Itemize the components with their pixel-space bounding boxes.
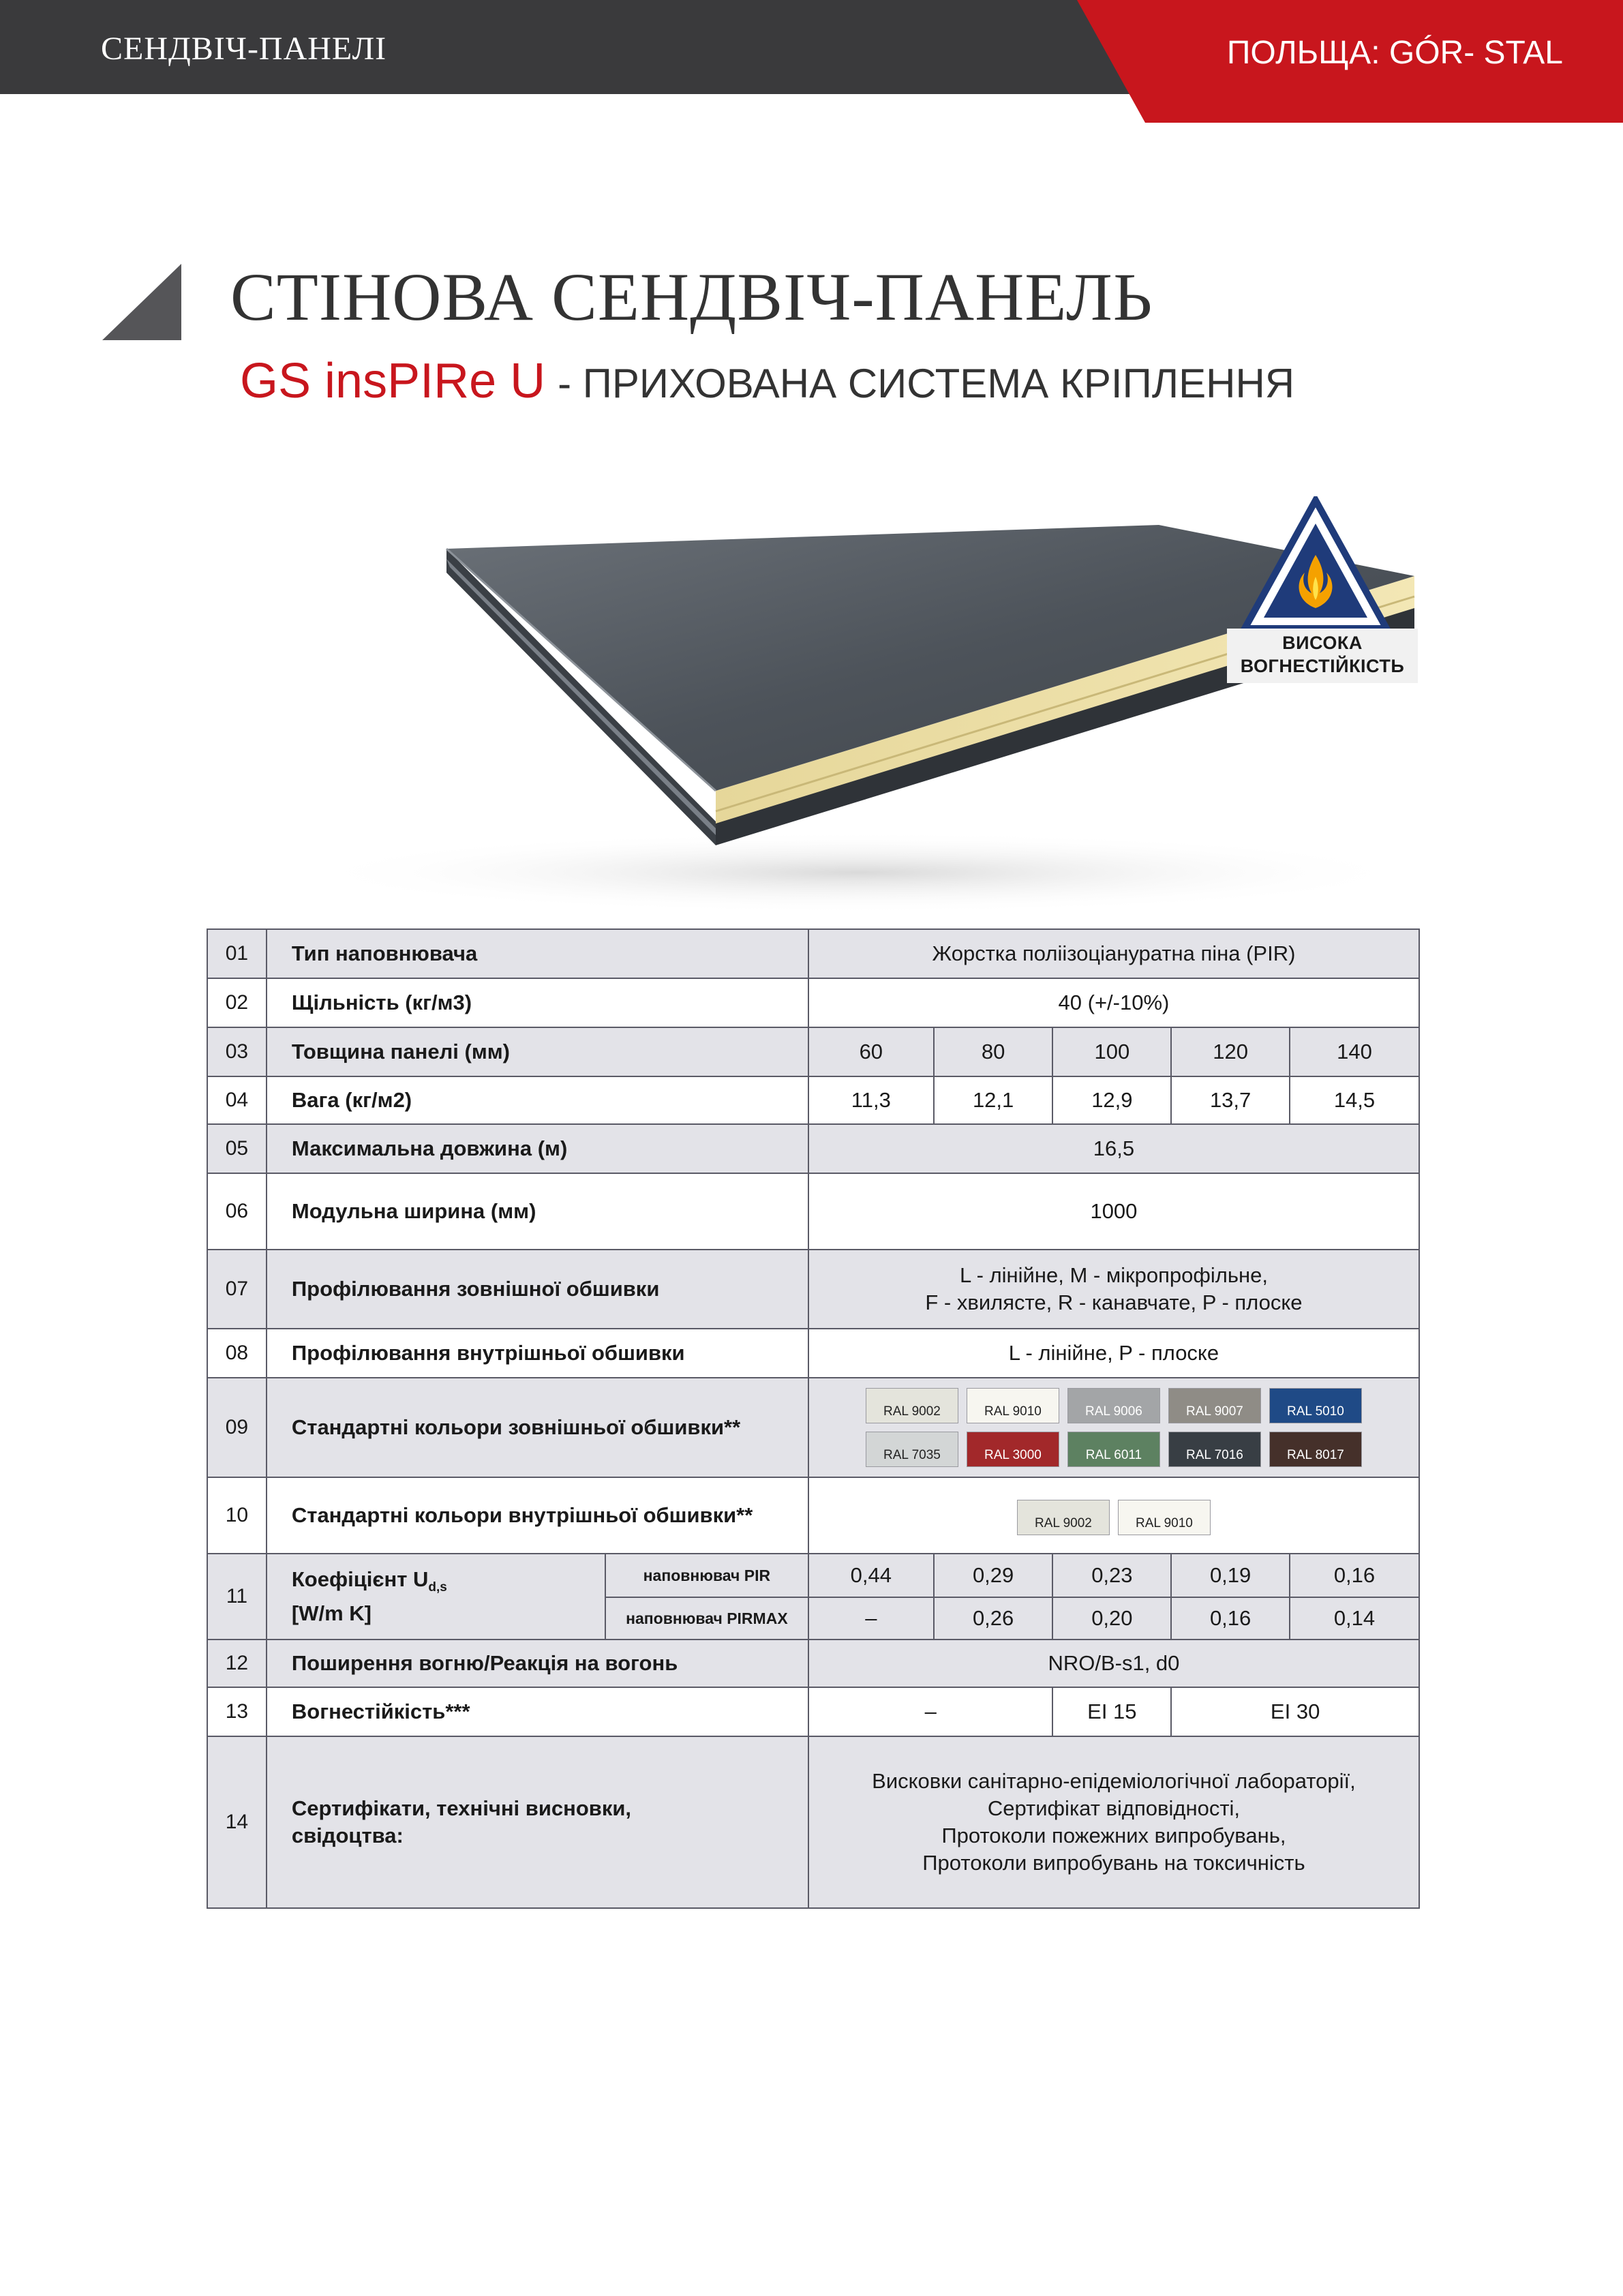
filler-type: наповнювач PIR <box>605 1554 808 1597</box>
color-swatch: RAL 9007 <box>1168 1388 1261 1423</box>
color-swatch: RAL 9002 <box>1017 1500 1110 1535</box>
weight-value: 12,1 <box>934 1076 1053 1124</box>
filler-type: наповнювач PIRMAX <box>605 1597 808 1640</box>
swatch-row <box>866 1388 1362 1423</box>
table-row <box>207 1173 1419 1250</box>
header-manufacturer: ПОЛЬЩА: GÓR- STAL <box>1226 35 1563 71</box>
row-value: NRO/B-s1, d0 <box>808 1640 1419 1687</box>
color-swatch: RAL 5010 <box>1269 1388 1362 1423</box>
color-swatch: RAL 9006 <box>1067 1388 1160 1423</box>
value-line: L - лінійне, M - мікропрофільне, <box>959 1263 1268 1287</box>
row-label: Стандартні кольори зовнішньої обшивки** <box>267 1378 808 1477</box>
title-triangle-icon <box>102 264 181 340</box>
row-number: 12 <box>207 1640 267 1687</box>
thickness-value: 100 <box>1052 1027 1171 1076</box>
row-label: Максимальна довжина (м) <box>267 1124 808 1173</box>
table-row <box>207 1329 1419 1378</box>
fire-resistance-value: EI 15 <box>1052 1687 1171 1736</box>
u-value: – <box>808 1597 934 1640</box>
color-swatches-inner <box>808 1477 1419 1554</box>
color-swatch: RAL 9010 <box>967 1388 1059 1423</box>
fire-warning-icon <box>1241 496 1391 633</box>
table-row <box>207 1687 1419 1736</box>
row-number: 10 <box>207 1477 267 1554</box>
row-label: Поширення вогню/Реакція на вогонь <box>267 1640 808 1687</box>
weight-value: 14,5 <box>1290 1076 1419 1124</box>
page-title: СТІНОВА СЕНДВІЧ-ПАНЕЛЬ <box>230 259 1153 335</box>
header-section-title: СЕНДВІЧ-ПАНЕЛІ <box>101 31 387 67</box>
certificate-line: Висковки санітарно-епідеміологічної лабораторії, <box>872 1769 1356 1793</box>
row-number: 06 <box>207 1173 267 1250</box>
row-value: 16,5 <box>808 1124 1419 1173</box>
badge-line-2: ВОГНЕСТІЙКІСТЬ <box>1240 656 1405 676</box>
color-swatch: RAL 7016 <box>1168 1432 1261 1467</box>
u-coefficient-label: Коефіцієнт U <box>291 1567 429 1591</box>
thickness-value: 140 <box>1290 1027 1419 1076</box>
badge-line-1: ВИСОКА <box>1282 633 1363 653</box>
weight-value: 12,9 <box>1052 1076 1171 1124</box>
row-value: 1000 <box>808 1173 1419 1250</box>
u-value: 0,20 <box>1052 1597 1171 1640</box>
certificate-line: Протоколи випробувань на токсичність <box>922 1851 1305 1875</box>
row-label: Вага (кг/м2) <box>267 1076 808 1124</box>
table-row <box>207 1076 1419 1124</box>
fire-resistance-value: – <box>808 1687 1053 1736</box>
color-swatches-outer <box>808 1378 1419 1477</box>
row-number: 13 <box>207 1687 267 1736</box>
color-swatch: RAL 9002 <box>866 1388 958 1423</box>
u-value: 0,23 <box>1052 1554 1171 1597</box>
thickness-value: 60 <box>808 1027 934 1076</box>
color-swatch: RAL 3000 <box>967 1432 1059 1467</box>
fire-resistance-value: EI 30 <box>1171 1687 1419 1736</box>
table-row <box>207 1124 1419 1173</box>
row-label <box>267 1554 605 1640</box>
u-coefficient-unit: [W/m K] <box>291 1601 371 1626</box>
table-row <box>207 1477 1419 1554</box>
row-label: Стандартні кольори внутрішньої обшивки** <box>267 1477 808 1554</box>
row-value: L - лінійне, P - плоске <box>808 1329 1419 1378</box>
table-row <box>207 978 1419 1027</box>
row-label: Щільність (кг/м3) <box>267 978 808 1027</box>
row-number: 05 <box>207 1124 267 1173</box>
table-row <box>207 1640 1419 1687</box>
color-swatch: RAL 7035 <box>866 1432 958 1467</box>
row-label: Тип наповнювача <box>267 929 808 978</box>
row-number: 09 <box>207 1378 267 1477</box>
row-label: Модульна ширина (мм) <box>267 1173 808 1250</box>
u-value: 0,44 <box>808 1554 934 1597</box>
page-subtitle <box>240 353 1294 409</box>
row-label: Товщина панелі (мм) <box>267 1027 808 1076</box>
row-number: 11 <box>207 1554 267 1640</box>
certificate-line: Сертифікат відповідності, <box>987 1796 1241 1820</box>
color-swatch: RAL 8017 <box>1269 1432 1362 1467</box>
thickness-value: 120 <box>1171 1027 1290 1076</box>
table-row <box>207 1250 1419 1329</box>
row-value: Жорстка поліізоціануратна піна (PIR) <box>808 929 1419 978</box>
row-label: Профілювання зовнішної обшивки <box>267 1250 808 1329</box>
row-number: 03 <box>207 1027 267 1076</box>
u-value: 0,29 <box>934 1554 1053 1597</box>
row-value <box>808 1250 1419 1329</box>
row-number: 02 <box>207 978 267 1027</box>
certificate-line: Протоколи пожежних випробувань, <box>941 1824 1286 1847</box>
u-value: 0,16 <box>1290 1554 1419 1597</box>
row-number: 14 <box>207 1736 267 1908</box>
u-coefficient-subscript: d,s <box>428 1580 447 1595</box>
row-label: Вогнестійкість*** <box>267 1687 808 1736</box>
weight-value: 11,3 <box>808 1076 934 1124</box>
specification-table <box>207 928 1420 1909</box>
u-value: 0,14 <box>1290 1597 1419 1640</box>
product-name: GS insPIRe U <box>240 354 546 408</box>
color-swatch: RAL 9010 <box>1118 1500 1211 1535</box>
row-number: 04 <box>207 1076 267 1124</box>
u-value: 0,26 <box>934 1597 1053 1640</box>
table-row <box>207 1736 1419 1908</box>
value-line: F - хвилясте, R - канавчате, P - плоске <box>925 1290 1303 1314</box>
u-value: 0,19 <box>1171 1554 1290 1597</box>
color-swatch: RAL 6011 <box>1067 1432 1160 1467</box>
certificates-list <box>808 1736 1419 1908</box>
table-row <box>207 1378 1419 1477</box>
row-value: 40 (+/-10%) <box>808 978 1419 1027</box>
u-value: 0,16 <box>1171 1597 1290 1640</box>
row-number: 08 <box>207 1329 267 1378</box>
table-row <box>207 1554 1419 1597</box>
swatch-row <box>866 1432 1362 1467</box>
table-row <box>207 929 1419 978</box>
row-number: 01 <box>207 929 267 978</box>
row-label: Профілювання внутрішньої обшивки <box>267 1329 808 1378</box>
label-line: Сертифікати, технічні висновки, <box>291 1796 632 1820</box>
weight-value: 13,7 <box>1171 1076 1290 1124</box>
label-line: свідоцтва: <box>291 1824 404 1847</box>
table-row <box>207 1027 1419 1076</box>
swatch-row <box>809 1496 1419 1535</box>
row-label <box>267 1736 808 1908</box>
thickness-value: 80 <box>934 1027 1053 1076</box>
row-number: 07 <box>207 1250 267 1329</box>
subtitle-text: - ПРИХОВАНА СИСТЕМА КРІПЛЕННЯ <box>558 361 1295 406</box>
fire-resistance-badge <box>1227 629 1418 683</box>
